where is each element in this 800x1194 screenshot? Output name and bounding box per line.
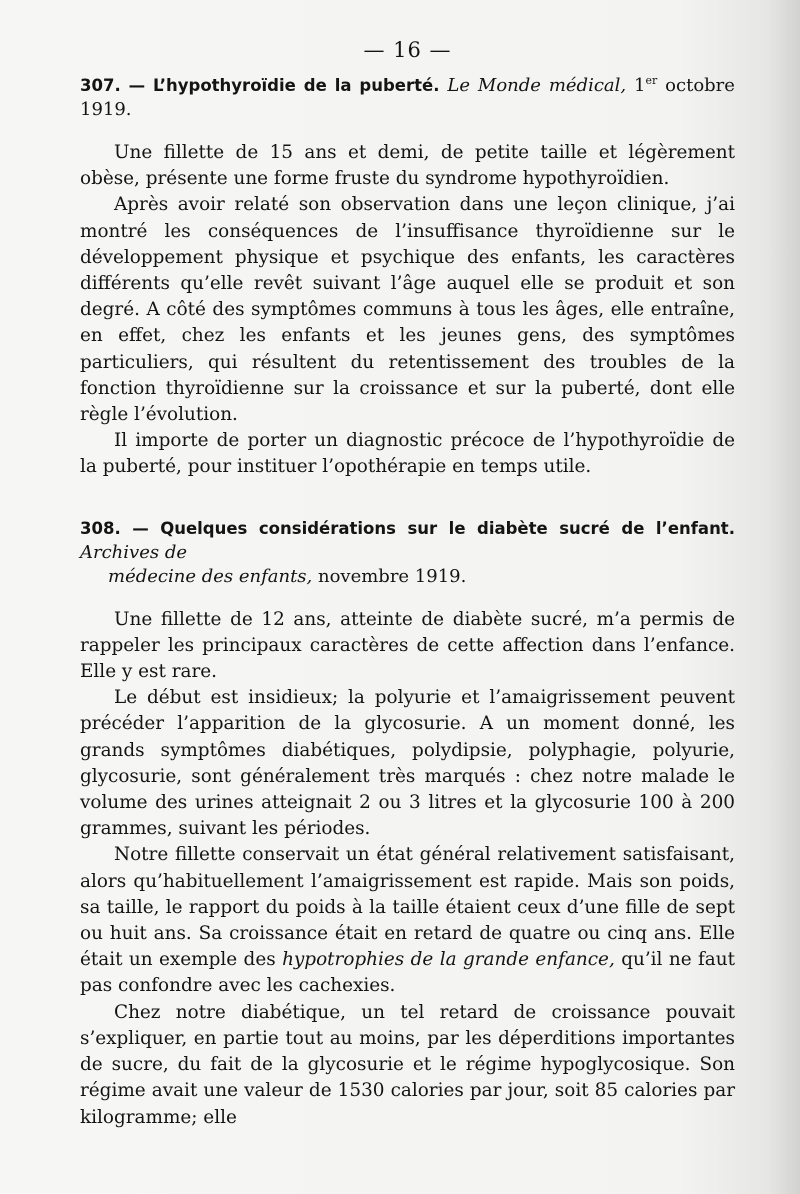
page-number: — 16 — [363,38,452,62]
entry-title: L’hypothyroïdie de la puberté. [153,76,440,95]
entry-source: Archives de [80,541,187,563]
entry-date: novembre 1919. [312,565,467,587]
entry-title: Quelques considérations sur le diabète sucré de l’enfant. [160,518,735,538]
entry-date: 1er octobre 1919. [80,74,735,120]
entry-heading [80,517,735,589]
paragraph: Le début est insidieux; la polyurie et l’amaigrissement peuvent précéder l’apparition de la glycosurie. A un moment donné, les grands symptômes diabétiques, polydipsie, polyphagie, polyurie, glycosurie, sont généralement très marqués : chez notre malade le volume des urines atteignait 2 ou 3 litres et la glycosurie 100 à 200 grammes, suivant les périodes. [80,687,735,840]
paragraph: Une fillette de 15 ans et demi, de petite taille et légèrement obèse, présente une forme fruste du syndrome hypothyroïdien. [80,142,735,190]
italic-phrase: hypotrophies de la grande enfance, [282,949,615,971]
entry-number: 308. [80,518,121,538]
paragraph: Après avoir relaté son observation dans une leçon clinique, j’ai montré les conséquences de l’insuffisance thyroïdienne sur le développement physique et psychique des enfants, les caractères différents qu’elle revêt suivant l’âge auquel elle se produit et son degré. A côté des symptômes communs à tous les âges, elle entraîne, en effet, chez les enfants et les jeunes gens, des symptômes particuliers, qui résultent du retentissement des troubles de la fonction thyroïdienne sur la croissance et sur la puberté, dont elle règle l’évolution. [80,194,735,426]
entry-source-cont: médecine des enfants, [108,565,313,587]
entry-heading [80,74,735,122]
entry-number: 307. [80,76,121,95]
paragraph: Chez notre diabétique, un tel retard de croissance pouvait s’expliquer, en partie tout au moins, par les déperditions importantes de sucre, du fait de la glycosurie et le régime hypoglycosique. Son régime avait une valeur de 1530 calories par jour, soit 85 calories par kilogramme; elle [80,1001,735,1128]
entry-308 [80,517,735,1131]
paragraph: Il importe de porter un diagnostic précoce de l’hypothyroïdie de la puberté, pour instituer l’opothérapie en temps utile. [80,430,735,478]
entry-dash: — [132,518,149,538]
page-content [80,38,735,1131]
paragraph: Notre fillette conservait un état général relativement satisfaisant, alors qu’habituellement l’amaigrissement est rapide. Mais son poids, sa taille, le rapport du poids à la taille étaient ceux d’une fille de sept ou huit ans. Sa croissance était en retard de quatre ou cinq ans. Elle était un exemple des hypotrophies de la grande enfance, qu’il ne faut pas confondre avec les cachexies. [80,844,735,997]
paragraph: Une fillette de 12 ans, atteinte de diabète sucré, m’a permis de rappeler les principaux caractères de cette affection dans l’enfance. Elle y est rare. [80,608,735,683]
entry-dash: — [128,76,146,95]
entry-307 [80,74,735,481]
entry-source: Le Monde médical, [447,75,627,96]
